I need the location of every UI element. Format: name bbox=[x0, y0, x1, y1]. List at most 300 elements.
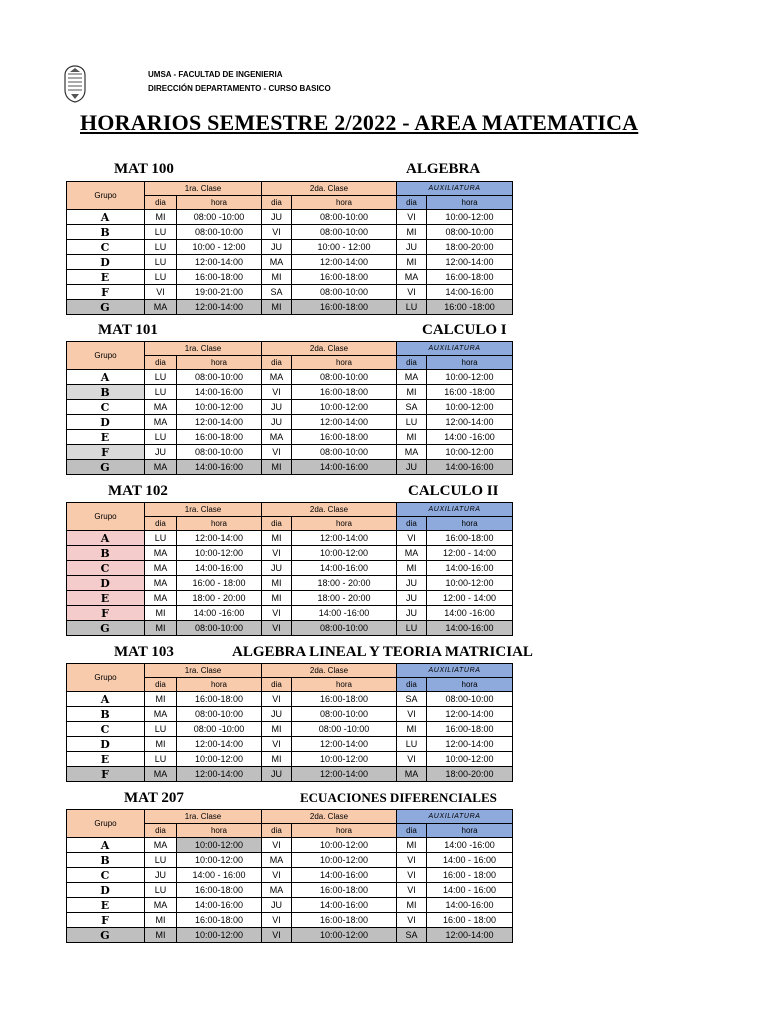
table-row bbox=[67, 868, 513, 883]
grupo-header: Grupo bbox=[67, 342, 145, 370]
section-3-name: ALGEBRA LINEAL Y TEORIA MATRICIAL bbox=[232, 644, 533, 660]
schedule-table-0 bbox=[66, 181, 513, 315]
table-row bbox=[67, 445, 513, 460]
day-cell: LU bbox=[145, 385, 177, 400]
group-letter: A bbox=[67, 838, 145, 853]
day-cell: JU bbox=[145, 445, 177, 460]
day-cell: LU bbox=[145, 430, 177, 445]
section-1-name: CALCULO I bbox=[422, 322, 507, 338]
day-cell: VI bbox=[262, 913, 292, 928]
dia-header: dia bbox=[397, 196, 427, 210]
group-letter: G bbox=[67, 928, 145, 943]
time-cell: 08:00-10:00 bbox=[427, 225, 513, 240]
hora-header: hora bbox=[292, 517, 397, 531]
section-2-code: MAT 102 bbox=[108, 483, 168, 499]
time-cell: 18:00 - 20:00 bbox=[292, 576, 397, 591]
time-cell: 08:00-10:00 bbox=[292, 285, 397, 300]
group-letter: B bbox=[67, 546, 145, 561]
day-cell: LU bbox=[397, 300, 427, 315]
day-cell: SA bbox=[397, 928, 427, 943]
schedule-table-2 bbox=[66, 502, 513, 636]
time-cell: 16:00 -18:00 bbox=[427, 385, 513, 400]
time-cell: 16:00-18:00 bbox=[177, 883, 262, 898]
day-cell: VI bbox=[262, 225, 292, 240]
hora-header: hora bbox=[177, 356, 262, 370]
time-cell: 10:00-12:00 bbox=[292, 400, 397, 415]
table-header-row bbox=[67, 664, 513, 678]
day-cell: MA bbox=[145, 561, 177, 576]
time-cell: 14:00-16:00 bbox=[292, 868, 397, 883]
day-cell: MA bbox=[145, 838, 177, 853]
day-cell: MI bbox=[262, 300, 292, 315]
grupo-header: Grupo bbox=[67, 182, 145, 210]
table-row bbox=[67, 707, 513, 722]
day-cell: MA bbox=[397, 546, 427, 561]
university-seal-icon bbox=[62, 64, 88, 104]
day-cell: LU bbox=[145, 722, 177, 737]
group-letter: C bbox=[67, 400, 145, 415]
day-cell: MI bbox=[145, 692, 177, 707]
table-row bbox=[67, 883, 513, 898]
day-cell: MI bbox=[397, 385, 427, 400]
time-cell: 12:00-14:00 bbox=[177, 255, 262, 270]
day-cell: VI bbox=[397, 883, 427, 898]
group-letter: E bbox=[67, 591, 145, 606]
day-cell: VI bbox=[262, 385, 292, 400]
day-cell: MA bbox=[262, 255, 292, 270]
clase1-header: 1ra. Clase bbox=[145, 664, 262, 678]
schedule-table-4 bbox=[66, 809, 513, 943]
day-cell: MI bbox=[262, 576, 292, 591]
time-cell: 10:00-12:00 bbox=[177, 546, 262, 561]
day-cell: VI bbox=[262, 692, 292, 707]
time-cell: 12:00 - 14:00 bbox=[427, 591, 513, 606]
group-letter: G bbox=[67, 460, 145, 475]
day-cell: VI bbox=[397, 210, 427, 225]
table-row bbox=[67, 240, 513, 255]
time-cell: 16:00-18:00 bbox=[427, 531, 513, 546]
institution-line-1: UMSA - FACULTAD DE INGENIERIA bbox=[148, 70, 283, 79]
time-cell: 18:00 - 20:00 bbox=[177, 591, 262, 606]
dia-header: dia bbox=[262, 517, 292, 531]
day-cell: VI bbox=[397, 868, 427, 883]
day-cell: MA bbox=[145, 767, 177, 782]
time-cell: 08:00-10:00 bbox=[177, 707, 262, 722]
section-1-code: MAT 101 bbox=[98, 322, 158, 338]
time-cell: 12:00-14:00 bbox=[292, 255, 397, 270]
table-row bbox=[67, 285, 513, 300]
time-cell: 12:00-14:00 bbox=[427, 255, 513, 270]
day-cell: JU bbox=[262, 210, 292, 225]
time-cell: 18:00 - 20:00 bbox=[292, 591, 397, 606]
time-cell: 08:00-10:00 bbox=[177, 370, 262, 385]
day-cell: MI bbox=[397, 561, 427, 576]
hora-header: hora bbox=[177, 824, 262, 838]
day-cell: VI bbox=[262, 621, 292, 636]
clase2-header: 2da. Clase bbox=[262, 810, 397, 824]
time-cell: 08:00-10:00 bbox=[427, 692, 513, 707]
time-cell: 08:00-10:00 bbox=[292, 225, 397, 240]
time-cell: 08:00-10:00 bbox=[292, 370, 397, 385]
day-cell: MA bbox=[262, 430, 292, 445]
hora-header: hora bbox=[177, 678, 262, 692]
hora-header: hora bbox=[177, 196, 262, 210]
time-cell: 08:00 -10:00 bbox=[177, 210, 262, 225]
day-cell: MI bbox=[262, 270, 292, 285]
table-row bbox=[67, 561, 513, 576]
time-cell: 08:00-10:00 bbox=[292, 445, 397, 460]
time-cell: 14:00-16:00 bbox=[177, 561, 262, 576]
table-row bbox=[67, 385, 513, 400]
table-header-row bbox=[67, 503, 513, 517]
clase1-header: 1ra. Clase bbox=[145, 503, 262, 517]
time-cell: 16:00-18:00 bbox=[427, 722, 513, 737]
time-cell: 14:00 -16:00 bbox=[292, 606, 397, 621]
hora-header: hora bbox=[292, 196, 397, 210]
group-letter: E bbox=[67, 430, 145, 445]
time-cell: 14:00-16:00 bbox=[292, 460, 397, 475]
table-row bbox=[67, 415, 513, 430]
group-letter: C bbox=[67, 561, 145, 576]
time-cell: 14:00-16:00 bbox=[292, 898, 397, 913]
time-cell: 12:00-14:00 bbox=[177, 767, 262, 782]
day-cell: JU bbox=[145, 868, 177, 883]
document-title: HORARIOS SEMESTRE 2/2022 - AREA MATEMATICA bbox=[80, 110, 639, 135]
institution-line-2: DIRECCIÓN DEPARTAMENTO - CURSO BASICO bbox=[148, 84, 331, 93]
time-cell: 12:00-14:00 bbox=[177, 415, 262, 430]
time-cell: 14:00 -16:00 bbox=[427, 838, 513, 853]
group-letter: F bbox=[67, 913, 145, 928]
day-cell: VI bbox=[397, 707, 427, 722]
day-cell: MI bbox=[262, 722, 292, 737]
dia-header: dia bbox=[145, 824, 177, 838]
day-cell: VI bbox=[397, 752, 427, 767]
day-cell: MI bbox=[262, 460, 292, 475]
day-cell: MA bbox=[262, 883, 292, 898]
schedule-table-1 bbox=[66, 341, 513, 475]
day-cell: MA bbox=[145, 898, 177, 913]
group-letter: F bbox=[67, 767, 145, 782]
time-cell: 18:00-20:00 bbox=[427, 767, 513, 782]
day-cell: MI bbox=[262, 591, 292, 606]
hora-header: hora bbox=[427, 356, 513, 370]
auxiliatura-header: AUXILIATURA bbox=[397, 664, 513, 678]
day-cell: JU bbox=[262, 240, 292, 255]
table-row bbox=[67, 913, 513, 928]
group-letter: E bbox=[67, 898, 145, 913]
day-cell: LU bbox=[397, 621, 427, 636]
grupo-header: Grupo bbox=[67, 810, 145, 838]
day-cell: VI bbox=[262, 546, 292, 561]
time-cell: 08:00-10:00 bbox=[177, 225, 262, 240]
time-cell: 14:00 -16:00 bbox=[427, 606, 513, 621]
day-cell: MA bbox=[145, 546, 177, 561]
time-cell: 14:00 -16:00 bbox=[427, 430, 513, 445]
time-cell: 10:00-12:00 bbox=[427, 576, 513, 591]
day-cell: MI bbox=[397, 838, 427, 853]
table-row bbox=[67, 767, 513, 782]
dia-header: dia bbox=[262, 196, 292, 210]
hora-header: hora bbox=[427, 678, 513, 692]
day-cell: VI bbox=[397, 531, 427, 546]
time-cell: 12:00 - 14:00 bbox=[427, 546, 513, 561]
time-cell: 16:00-18:00 bbox=[292, 913, 397, 928]
time-cell: 10:00-12:00 bbox=[427, 445, 513, 460]
time-cell: 10:00 - 12:00 bbox=[177, 240, 262, 255]
time-cell: 10:00-12:00 bbox=[177, 853, 262, 868]
table-row bbox=[67, 838, 513, 853]
day-cell: VI bbox=[262, 838, 292, 853]
table-row bbox=[67, 737, 513, 752]
day-cell: MI bbox=[145, 928, 177, 943]
time-cell: 16:00 - 18:00 bbox=[427, 913, 513, 928]
time-cell: 12:00-14:00 bbox=[427, 707, 513, 722]
group-letter: A bbox=[67, 210, 145, 225]
day-cell: JU bbox=[262, 415, 292, 430]
time-cell: 10:00-12:00 bbox=[177, 400, 262, 415]
dia-header: dia bbox=[145, 517, 177, 531]
group-letter: A bbox=[67, 531, 145, 546]
day-cell: VI bbox=[262, 737, 292, 752]
day-cell: JU bbox=[397, 460, 427, 475]
time-cell: 10:00-12:00 bbox=[292, 546, 397, 561]
table-header-row bbox=[67, 182, 513, 196]
day-cell: VI bbox=[262, 868, 292, 883]
time-cell: 14:00 - 16:00 bbox=[177, 868, 262, 883]
table-row bbox=[67, 546, 513, 561]
time-cell: 14:00-16:00 bbox=[427, 285, 513, 300]
day-cell: LU bbox=[145, 240, 177, 255]
time-cell: 12:00-14:00 bbox=[292, 531, 397, 546]
day-cell: MI bbox=[262, 531, 292, 546]
time-cell: 14:00-16:00 bbox=[292, 561, 397, 576]
section-3-code: MAT 103 bbox=[114, 644, 174, 660]
table-row bbox=[67, 591, 513, 606]
time-cell: 12:00-14:00 bbox=[427, 928, 513, 943]
dia-header: dia bbox=[262, 824, 292, 838]
day-cell: LU bbox=[145, 752, 177, 767]
group-letter: F bbox=[67, 445, 145, 460]
dia-header: dia bbox=[262, 356, 292, 370]
time-cell: 19:00-21:00 bbox=[177, 285, 262, 300]
day-cell: JU bbox=[262, 898, 292, 913]
hora-header: hora bbox=[177, 517, 262, 531]
day-cell: MA bbox=[145, 300, 177, 315]
grupo-header: Grupo bbox=[67, 664, 145, 692]
time-cell: 16:00-18:00 bbox=[177, 430, 262, 445]
day-cell: JU bbox=[397, 576, 427, 591]
group-letter: F bbox=[67, 285, 145, 300]
dia-header: dia bbox=[397, 678, 427, 692]
time-cell: 14:00 - 16:00 bbox=[427, 883, 513, 898]
grupo-header: Grupo bbox=[67, 503, 145, 531]
hora-header: hora bbox=[427, 196, 513, 210]
group-letter: G bbox=[67, 300, 145, 315]
group-letter: A bbox=[67, 370, 145, 385]
section-2-name: CALCULO II bbox=[408, 483, 499, 499]
day-cell: MI bbox=[145, 913, 177, 928]
day-cell: SA bbox=[262, 285, 292, 300]
group-letter: D bbox=[67, 883, 145, 898]
time-cell: 10:00-12:00 bbox=[177, 752, 262, 767]
time-cell: 12:00-14:00 bbox=[292, 767, 397, 782]
day-cell: MI bbox=[397, 722, 427, 737]
auxiliatura-header: AUXILIATURA bbox=[397, 182, 513, 196]
group-letter: D bbox=[67, 255, 145, 270]
group-letter: E bbox=[67, 752, 145, 767]
dia-header: dia bbox=[397, 356, 427, 370]
day-cell: MI bbox=[262, 752, 292, 767]
hora-header: hora bbox=[427, 824, 513, 838]
time-cell: 14:00 - 16:00 bbox=[427, 853, 513, 868]
table-row bbox=[67, 460, 513, 475]
clase2-header: 2da. Clase bbox=[262, 503, 397, 517]
day-cell: SA bbox=[397, 692, 427, 707]
day-cell: MA bbox=[145, 707, 177, 722]
day-cell: JU bbox=[262, 767, 292, 782]
time-cell: 16:00-18:00 bbox=[177, 270, 262, 285]
time-cell: 12:00-14:00 bbox=[427, 737, 513, 752]
hora-header: hora bbox=[427, 517, 513, 531]
clase1-header: 1ra. Clase bbox=[145, 810, 262, 824]
time-cell: 12:00-14:00 bbox=[292, 737, 397, 752]
table-row bbox=[67, 370, 513, 385]
day-cell: VI bbox=[145, 285, 177, 300]
time-cell: 14:00-16:00 bbox=[177, 460, 262, 475]
auxiliatura-header: AUXILIATURA bbox=[397, 342, 513, 356]
time-cell: 08:00-10:00 bbox=[177, 445, 262, 460]
group-letter: D bbox=[67, 737, 145, 752]
clase2-header: 2da. Clase bbox=[262, 182, 397, 196]
day-cell: MI bbox=[145, 621, 177, 636]
time-cell: 10:00-12:00 bbox=[177, 928, 262, 943]
dia-header: dia bbox=[397, 517, 427, 531]
time-cell: 10:00-12:00 bbox=[427, 400, 513, 415]
clase2-header: 2da. Clase bbox=[262, 664, 397, 678]
time-cell: 10:00-12:00 bbox=[292, 928, 397, 943]
day-cell: MA bbox=[397, 767, 427, 782]
dia-header: dia bbox=[145, 356, 177, 370]
time-cell: 16:00-18:00 bbox=[292, 883, 397, 898]
day-cell: LU bbox=[397, 415, 427, 430]
time-cell: 10:00-12:00 bbox=[292, 752, 397, 767]
day-cell: MI bbox=[145, 210, 177, 225]
table-header-row bbox=[67, 810, 513, 824]
table-row bbox=[67, 210, 513, 225]
day-cell: VI bbox=[262, 928, 292, 943]
time-cell: 12:00-14:00 bbox=[177, 300, 262, 315]
day-cell: MA bbox=[145, 400, 177, 415]
time-cell: 10:00-12:00 bbox=[427, 210, 513, 225]
group-letter: A bbox=[67, 692, 145, 707]
day-cell: MA bbox=[397, 270, 427, 285]
time-cell: 16:00-18:00 bbox=[292, 270, 397, 285]
time-cell: 12:00-14:00 bbox=[177, 737, 262, 752]
day-cell: VI bbox=[262, 606, 292, 621]
time-cell: 08:00 -10:00 bbox=[292, 722, 397, 737]
day-cell: VI bbox=[397, 285, 427, 300]
day-cell: LU bbox=[397, 737, 427, 752]
table-row bbox=[67, 300, 513, 315]
dia-header: dia bbox=[145, 678, 177, 692]
day-cell: MI bbox=[397, 430, 427, 445]
time-cell: 16:00-18:00 bbox=[427, 270, 513, 285]
group-letter: C bbox=[67, 868, 145, 883]
day-cell: MA bbox=[145, 460, 177, 475]
time-cell: 10:00-12:00 bbox=[427, 752, 513, 767]
table-row bbox=[67, 692, 513, 707]
day-cell: MI bbox=[397, 898, 427, 913]
day-cell: JU bbox=[397, 240, 427, 255]
table-row bbox=[67, 430, 513, 445]
time-cell: 16:00 - 18:00 bbox=[177, 576, 262, 591]
time-cell: 10:00-12:00 bbox=[177, 838, 262, 853]
time-cell: 08:00-10:00 bbox=[292, 707, 397, 722]
group-letter: C bbox=[67, 722, 145, 737]
clase1-header: 1ra. Clase bbox=[145, 182, 262, 196]
time-cell: 16:00-18:00 bbox=[292, 692, 397, 707]
table-row bbox=[67, 722, 513, 737]
table-row bbox=[67, 531, 513, 546]
auxiliatura-header: AUXILIATURA bbox=[397, 810, 513, 824]
group-letter: B bbox=[67, 707, 145, 722]
group-letter: G bbox=[67, 621, 145, 636]
time-cell: 12:00-14:00 bbox=[427, 415, 513, 430]
table-header-row bbox=[67, 342, 513, 356]
time-cell: 10:00 - 12:00 bbox=[292, 240, 397, 255]
group-letter: B bbox=[67, 853, 145, 868]
time-cell: 14:00 -16:00 bbox=[177, 606, 262, 621]
day-cell: MI bbox=[145, 737, 177, 752]
hora-header: hora bbox=[292, 356, 397, 370]
table-row bbox=[67, 928, 513, 943]
time-cell: 12:00-14:00 bbox=[177, 531, 262, 546]
time-cell: 10:00-12:00 bbox=[427, 370, 513, 385]
day-cell: VI bbox=[262, 445, 292, 460]
table-row bbox=[67, 853, 513, 868]
schedule-table-3 bbox=[66, 663, 513, 782]
day-cell: MA bbox=[262, 853, 292, 868]
time-cell: 16:00-18:00 bbox=[292, 385, 397, 400]
hora-header: hora bbox=[292, 678, 397, 692]
day-cell: LU bbox=[145, 255, 177, 270]
day-cell: MA bbox=[397, 370, 427, 385]
day-cell: JU bbox=[397, 591, 427, 606]
day-cell: MA bbox=[145, 591, 177, 606]
day-cell: JU bbox=[262, 707, 292, 722]
time-cell: 08:00 -10:00 bbox=[177, 722, 262, 737]
time-cell: 10:00-12:00 bbox=[292, 838, 397, 853]
day-cell: MI bbox=[145, 606, 177, 621]
day-cell: MA bbox=[397, 445, 427, 460]
time-cell: 18:00-20:00 bbox=[427, 240, 513, 255]
group-letter: D bbox=[67, 415, 145, 430]
day-cell: MA bbox=[145, 576, 177, 591]
group-letter: D bbox=[67, 576, 145, 591]
time-cell: 14:00-16:00 bbox=[427, 621, 513, 636]
day-cell: LU bbox=[145, 853, 177, 868]
table-row bbox=[67, 576, 513, 591]
table-row bbox=[67, 621, 513, 636]
time-cell: 16:00 - 18:00 bbox=[427, 868, 513, 883]
dia-header: dia bbox=[397, 824, 427, 838]
day-cell: MA bbox=[145, 415, 177, 430]
day-cell: MI bbox=[397, 255, 427, 270]
day-cell: LU bbox=[145, 531, 177, 546]
dia-header: dia bbox=[262, 678, 292, 692]
time-cell: 16:00-18:00 bbox=[292, 300, 397, 315]
day-cell: LU bbox=[145, 270, 177, 285]
